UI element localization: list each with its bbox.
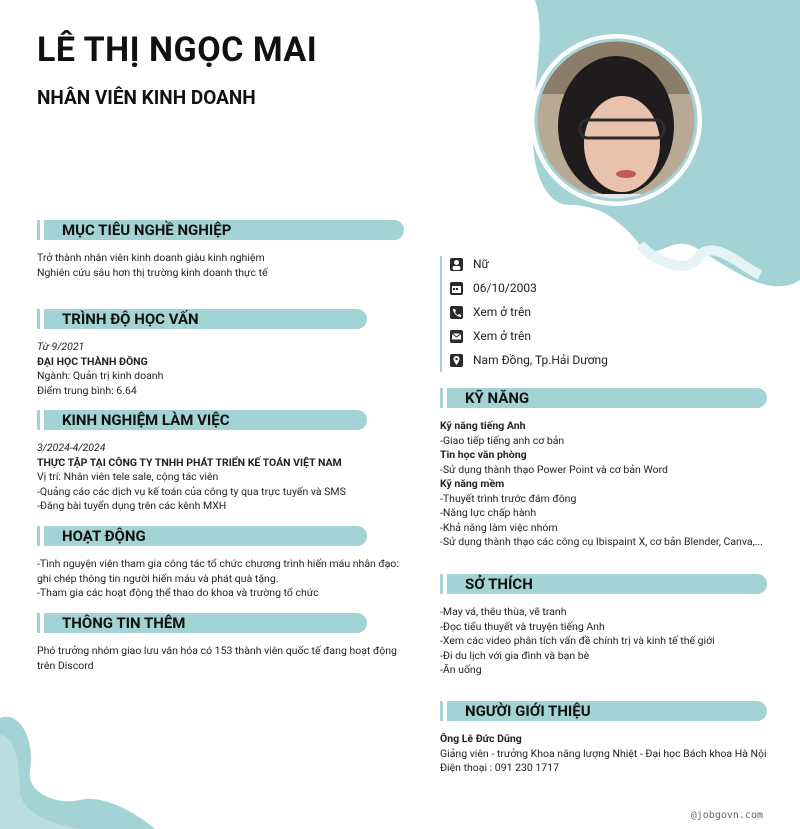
section-marker	[37, 410, 40, 430]
dob-value: 06/10/2003	[473, 281, 537, 295]
section-title: TRÌNH ĐỘ HỌC VẤN	[62, 310, 199, 328]
activity-line: ghi chép thông tin người hiến máu và phát quà tặng.	[37, 571, 279, 585]
activity-line: -Tình nguyện viên tham gia công tác tổ chức chương trình hiến máu nhân đạo:	[37, 557, 399, 570]
objective-line: Trở thành nhân viên kinh doanh giàu kinh nghiệm	[37, 251, 265, 264]
contact-address	[450, 353, 608, 367]
section-title: SỞ THÍCH	[465, 575, 533, 593]
candidate-name: LÊ THỊ NGỌC MAI	[37, 30, 318, 70]
section-marker	[37, 309, 40, 329]
education-date: Từ 9/2021	[37, 340, 85, 353]
hobbies-block	[440, 605, 715, 678]
section-marker	[37, 220, 40, 240]
section-title: THÔNG TIN THÊM	[62, 614, 186, 632]
skills-block	[440, 419, 763, 550]
section-header-activities	[44, 526, 367, 546]
hobby-line: -May vá, thêu thùa, vẽ tranh	[440, 605, 567, 618]
reference-block	[440, 732, 767, 776]
phone-icon	[450, 306, 463, 319]
activity-line: -Tham gia các hoạt động thể thao do khoa và trường tổ chức	[37, 586, 319, 599]
skill-line: -Khả năng làm việc nhóm	[440, 520, 558, 534]
education-major: Ngành: Quản trị kinh doanh	[37, 369, 164, 382]
footer-watermark: @jobgovn.com	[690, 810, 763, 821]
hobby-line: -Ăn uống	[440, 663, 482, 676]
section-header-objective	[44, 220, 404, 240]
skill-line: -Thuyết trình trước đám đông	[440, 491, 577, 505]
section-title: HOẠT ĐỘNG	[62, 527, 146, 545]
contact-dob	[450, 281, 537, 295]
phone-value: Xem ở trên	[473, 305, 531, 319]
job-title: NHÂN VIÊN KINH DOANH	[37, 86, 256, 109]
calendar-icon	[450, 282, 463, 295]
contact-email	[450, 329, 531, 343]
section-header-skills	[447, 388, 767, 408]
activities-block	[37, 557, 399, 601]
section-title: KỸ NĂNG	[465, 389, 530, 407]
section-marker	[440, 388, 443, 408]
skill-line: -Năng lực chấp hành	[440, 506, 537, 519]
section-marker	[440, 574, 443, 594]
section-marker	[37, 613, 40, 633]
mail-icon	[450, 330, 463, 343]
section-title: MỤC TIÊU NGHỀ NGHIỆP	[62, 221, 232, 239]
skill-line: -Giao tiếp tiếng anh cơ bản	[440, 433, 565, 447]
contact-divider	[440, 256, 442, 372]
section-header-reference	[447, 701, 767, 721]
education-block	[37, 340, 163, 398]
objective-line: Nghiên cứu sâu hơn thị trường kinh doanh thực tế	[37, 265, 268, 279]
experience-line: -Quảng cáo các dịch vụ kế toán của công ty qua trực tuyến và SMS	[37, 484, 346, 498]
section-header-hobbies	[447, 574, 767, 594]
section-header-more-info	[44, 613, 367, 633]
education-gpa: Điểm trung bình: 6.64	[37, 383, 137, 397]
section-title: NGƯỜI GIỚI THIỆU	[465, 702, 591, 720]
skill-line: -Sử dụng thành thạo các công cụ Ibispaint X, cơ bản Blender, Canva,...	[440, 535, 763, 548]
section-header-experience	[44, 410, 367, 430]
hobby-line: -Đọc tiểu thuyết và truyện tiếng Anh	[440, 619, 605, 633]
gender-value: Nữ	[473, 257, 489, 271]
experience-line: Vị trí: Nhân viên tele sale, cộng tác viên	[37, 470, 219, 483]
skill-group-title: Kỹ năng tiếng Anh	[440, 419, 526, 432]
avatar	[530, 34, 702, 206]
section-header-education	[44, 309, 367, 329]
section-marker	[440, 701, 443, 721]
more-info-line: trên Discord	[37, 658, 94, 672]
experience-block	[37, 441, 346, 514]
objective-text	[37, 251, 268, 280]
hobby-line: -Đi du lịch với gia đình và bạn bè	[440, 648, 590, 662]
reference-name: Ông Lê Đức Dũng	[440, 732, 522, 745]
reference-phone: Điện thoại : 091 230 1717	[440, 761, 560, 774]
skill-line: -Sử dụng thành thạo Power Point và cơ bản Word	[440, 462, 668, 476]
more-info-block	[37, 644, 397, 673]
contact-phone	[450, 305, 531, 319]
reference-position: Giảng viên - trưởng Khoa năng lượng Nhiệt - Đại học Bách khoa Hà Nội	[440, 746, 767, 760]
address-value: Nam Đồng, Tp.Hải Dương	[473, 353, 608, 367]
email-value: Xem ở trên	[473, 329, 531, 343]
section-title: KINH NGHIỆM LÀM VIỆC	[62, 411, 230, 429]
skill-group-title: Kỹ năng mềm	[440, 477, 505, 490]
education-school: ĐẠI HỌC THÀNH ĐÔNG	[37, 354, 148, 368]
contact-gender	[450, 257, 489, 271]
experience-company: THỰC TẬP TẠI CÔNG TY TNHH PHÁT TRIỂN KẾ TOÁN VIỆT NAM	[37, 455, 342, 469]
person-icon	[450, 258, 463, 271]
more-info-line: Phó trưởng nhóm giao lưu văn hóa có 153 thành viên quốc tế đang hoạt động	[37, 644, 397, 657]
location-pin-icon	[450, 354, 463, 367]
experience-line: -Đăng bài tuyển dụng trên các kênh MXH	[37, 499, 227, 512]
hobby-line: -Xem các video phân tích vấn đề chính trị và kinh tế thế giới	[440, 634, 715, 647]
skill-group-title: Tin học văn phòng	[440, 448, 527, 461]
section-marker	[37, 526, 40, 546]
experience-date: 3/2024-4/2024	[37, 441, 106, 454]
